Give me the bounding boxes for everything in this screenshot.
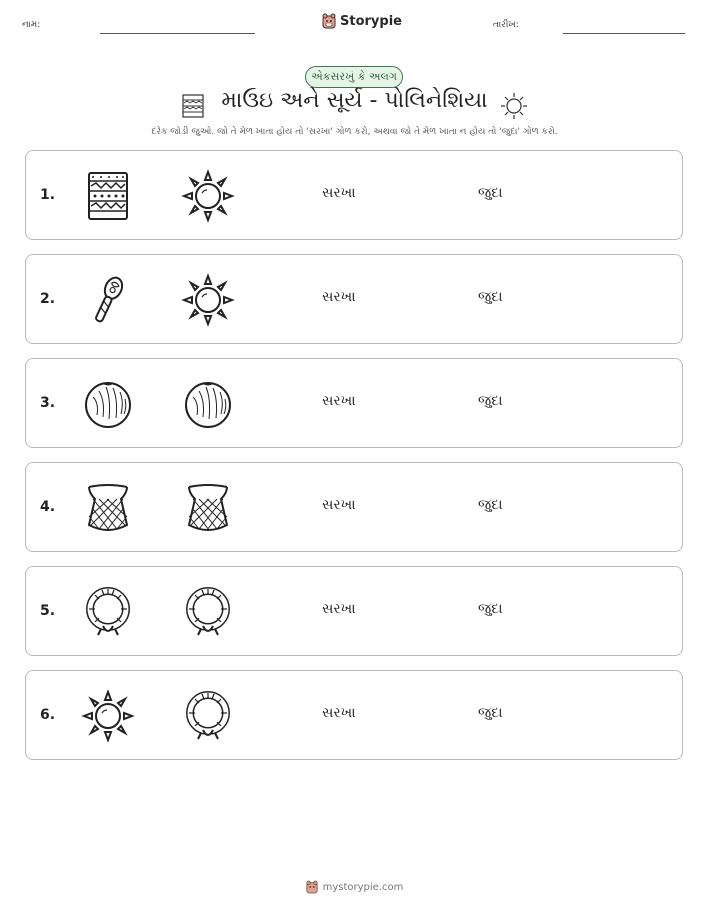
page-title: માઉઇ અને સૂર્ય - પોલિનેશિયા bbox=[221, 88, 488, 113]
date-label: તારીખ: bbox=[493, 20, 519, 30]
date-input-line[interactable] bbox=[563, 33, 685, 34]
different-option[interactable]: જુદા bbox=[478, 601, 503, 617]
rope-coil-icon bbox=[181, 585, 235, 639]
coconut-icon bbox=[81, 377, 135, 431]
different-option[interactable]: જુદા bbox=[478, 705, 503, 721]
fishing-net-icon bbox=[181, 481, 235, 535]
coconut-icon bbox=[181, 377, 235, 431]
worksheet-type-badge: એકસરખું કે અલગ bbox=[305, 66, 403, 88]
tapa-cloth-icon bbox=[81, 169, 135, 223]
footer-url[interactable]: mystorypie.com bbox=[322, 881, 404, 893]
mascot-icon bbox=[306, 880, 318, 894]
question-number: 5. bbox=[40, 603, 56, 619]
fishing-net-icon bbox=[81, 481, 135, 535]
same-option[interactable]: સરખા bbox=[322, 497, 356, 513]
question-number: 4. bbox=[40, 499, 56, 515]
sun-icon bbox=[81, 689, 135, 743]
question-row bbox=[25, 150, 683, 240]
question-number: 3. bbox=[40, 395, 56, 411]
same-option[interactable]: સરખા bbox=[322, 393, 356, 409]
different-option[interactable]: જુદા bbox=[478, 393, 503, 409]
different-option[interactable]: જુદા bbox=[478, 185, 503, 201]
different-option[interactable]: જુદા bbox=[478, 289, 503, 305]
rope-coil-icon bbox=[181, 689, 235, 743]
instructions: દરેક જોડી જુઓ. જો તે મેળ ખાતા હોય તો 'સરખા' ગોળ કરો, અથવા જો તે મેળ ખાતા ન હોય તો 'જુદા' ગોળ કરો. bbox=[151, 127, 558, 137]
question-row bbox=[25, 462, 683, 552]
question-row bbox=[25, 254, 683, 344]
question-number: 2. bbox=[40, 291, 56, 307]
rope-coil-icon bbox=[81, 585, 135, 639]
carved-paddle-icon bbox=[81, 273, 135, 327]
same-option[interactable]: સરખા bbox=[322, 289, 356, 305]
question-row bbox=[25, 670, 683, 760]
brand-logo bbox=[322, 13, 402, 29]
name-input-line[interactable] bbox=[100, 33, 255, 34]
question-row bbox=[25, 358, 683, 448]
sun-icon bbox=[500, 92, 528, 120]
mascot-icon bbox=[322, 13, 336, 29]
different-option[interactable]: જુદા bbox=[478, 497, 503, 513]
brand-name: Storypie bbox=[340, 13, 402, 29]
same-option[interactable]: સરખા bbox=[322, 705, 356, 721]
footer bbox=[0, 880, 709, 894]
question-number: 6. bbox=[40, 707, 56, 723]
same-option[interactable]: સરખા bbox=[322, 185, 356, 201]
question-row bbox=[25, 566, 683, 656]
question-number: 1. bbox=[40, 187, 56, 203]
sun-icon bbox=[181, 169, 235, 223]
sun-icon bbox=[181, 273, 235, 327]
same-option[interactable]: સરખા bbox=[322, 601, 356, 617]
name-label: નામ: bbox=[22, 20, 41, 30]
